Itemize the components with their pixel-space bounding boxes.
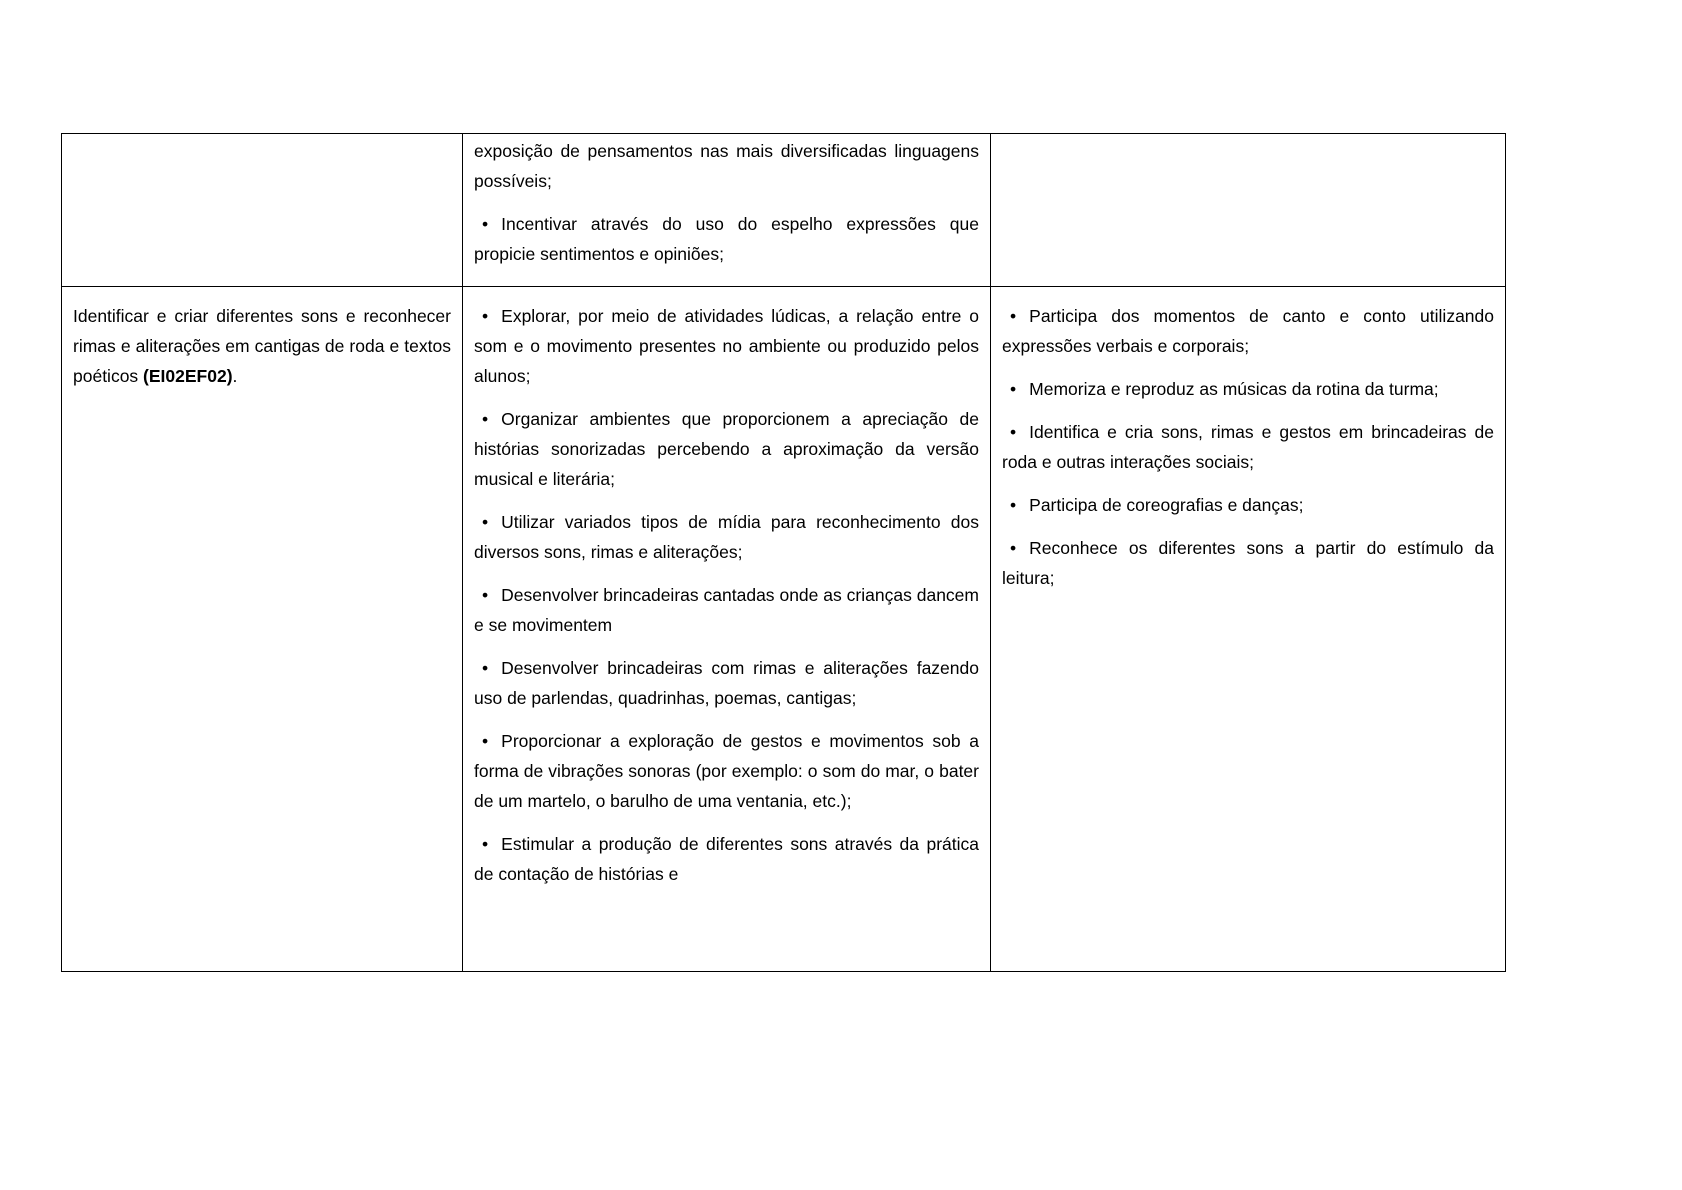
bullet-item	[474, 209, 979, 269]
bullet-item	[474, 301, 979, 391]
table-row-continuation	[62, 134, 1506, 287]
bullet-text: Organizar ambientes que proporcionem a apreciação de histórias sonorizadas percebendo a aproximação da versão musical e literária;	[474, 409, 979, 489]
bullet-item	[1002, 301, 1494, 361]
objective-text: Identificar e criar diferentes sons e reconhecer rimas e aliterações em cantigas de roda e textos poéticos	[73, 306, 451, 386]
bullet-item	[474, 726, 979, 816]
bullet-item	[1002, 533, 1494, 593]
continuation-paragraph	[474, 136, 979, 196]
bullet-marker: •	[482, 731, 489, 751]
bullet-text: Utilizar variados tipos de mídia para reconhecimento dos diversos sons, rimas e aliterações;	[474, 512, 979, 562]
bullet-text: Incentivar através do uso do espelho expressões que propicie sentimentos e opiniões;	[474, 214, 979, 264]
bullet-text: Desenvolver brincadeiras com rimas e aliterações fazendo uso de parlendas, quadrinhas, poemas, cantigas;	[474, 658, 979, 708]
bullet-text: Reconhece os diferentes sons a partir do estímulo da leitura;	[1002, 538, 1494, 588]
bullet-marker: •	[482, 512, 489, 532]
bullet-marker: •	[482, 585, 489, 605]
bullet-marker: •	[1010, 306, 1017, 326]
bullet-marker: •	[482, 409, 489, 429]
bullet-item	[474, 404, 979, 494]
bullet-text: Proporcionar a exploração de gestos e movimentos sob a forma de vibrações sonoras (por exemplo: o som do mar, o bater de um martelo, o barulho de uma ventania, etc.);	[474, 731, 979, 811]
objective-code: (EI02EF02)	[143, 366, 233, 386]
bullet-item	[1002, 490, 1494, 520]
cell-outcomes-empty	[991, 134, 1506, 287]
bullet-item	[1002, 417, 1494, 477]
bullet-marker: •	[1010, 495, 1017, 515]
bullet-text: Participa de coreografias e danças;	[1029, 495, 1304, 515]
bullet-text: Memoriza e reproduz as músicas da rotina da turma;	[1029, 379, 1439, 399]
bullet-item	[1002, 374, 1494, 404]
bullet-marker: •	[482, 306, 489, 326]
bullet-item	[474, 580, 979, 640]
bullet-item	[474, 507, 979, 567]
cell-objective-empty	[62, 134, 463, 287]
cell-learning-objective	[62, 287, 463, 972]
bullet-marker: •	[1010, 379, 1017, 399]
bullet-marker: •	[482, 214, 489, 234]
bullet-text: Explorar, por meio de atividades lúdicas, a relação entre o som e o movimento presentes no ambiente ou produzido pelos alunos;	[474, 306, 979, 386]
bullet-marker: •	[482, 834, 489, 854]
cell-activities-continuation	[463, 134, 991, 287]
table-row-ei02ef02	[62, 287, 1506, 972]
paragraph-text: exposição de pensamentos nas mais diversificadas linguagens possíveis;	[474, 141, 979, 191]
bullet-marker: •	[482, 658, 489, 678]
cell-activities	[463, 287, 991, 972]
objective-paragraph	[73, 301, 451, 391]
bullet-item	[474, 653, 979, 713]
bullet-item	[474, 829, 979, 889]
curriculum-table	[61, 133, 1506, 972]
bullet-text: Identifica e cria sons, rimas e gestos em brincadeiras de roda e outras interações sociais;	[1002, 422, 1494, 472]
bullet-marker: •	[1010, 538, 1017, 558]
bullet-marker: •	[1010, 422, 1017, 442]
objective-suffix: .	[232, 366, 238, 386]
bullet-text: Participa dos momentos de canto e conto utilizando expressões verbais e corporais;	[1002, 306, 1494, 356]
cell-outcomes	[991, 287, 1506, 972]
bullet-text: Estimular a produção de diferentes sons através da prática de contação de histórias e	[474, 834, 979, 884]
bullet-text: Desenvolver brincadeiras cantadas onde as crianças dancem e se movimentem	[474, 585, 979, 635]
